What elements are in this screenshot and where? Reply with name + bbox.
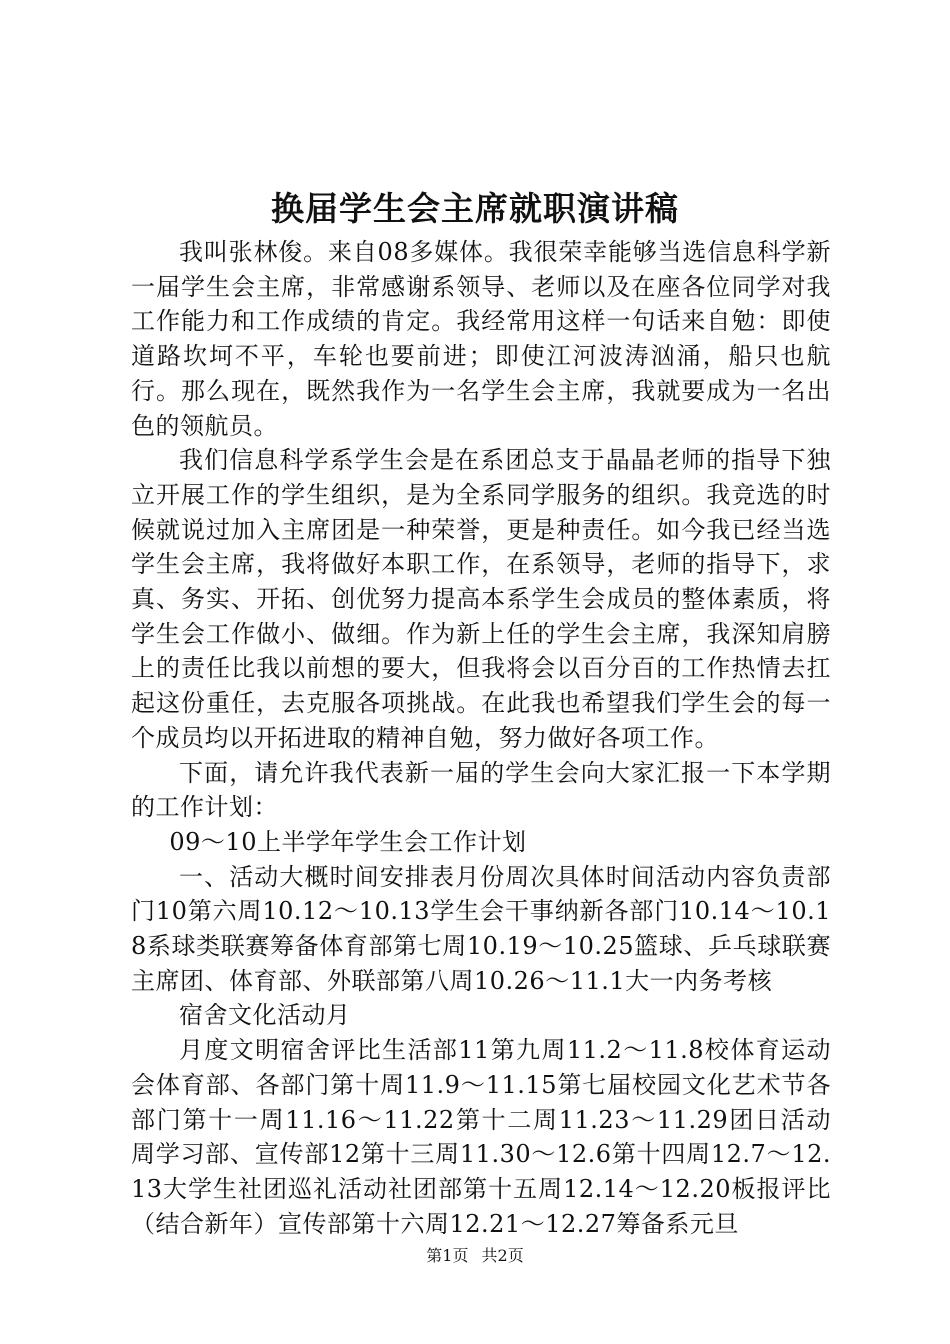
paragraph-plan-intro: 下面，请允许我代表新一届的学生会向大家汇报一下本学期的工作计划：	[131, 758, 831, 822]
paragraph-dorm-culture: 宿舍文化活动月	[179, 1001, 351, 1030]
paragraph-schedule-part-1: 一、活动大概时间安排表月份周次具体时间活动内容负责部门10第六周10.12～10.13学生会干事纳新各部门10.14～10.18系球类联赛筹备体育部第七周10.19～10.25篮球、乒乓球联赛主席团、体育部、外联部第八周10.26～11.1大一内务考核	[131, 862, 831, 995]
paragraph-student-union: 我们信息科学系学生会是在系团总支于晶晶老师的指导下独立开展工作的学生组织，是为全系同学服务的组织。我竞选的时候就说过加入主席团是一种荣誉，更是种责任。如今我已经当选学生会主席，我将做好本职工作，在系领导，老师的指导下，求真、务实、开拓、创优努力提高本系学生会成员的整体素质，将学生会工作做小、做细。作为新上任的学生会主席，我深知肩膀上的责任比我以前想的要大，但我将会以百分百的工作热情去扛起这份重任，去克服各项挑战。在此我也希望我们学生会的每一个成员均以开拓进取的精神自勉，努力做好各项工作。	[131, 446, 831, 752]
paragraph-plan-heading: 09～10上半学年学生会工作计划	[169, 827, 527, 856]
page-number: 第1页	[426, 1246, 469, 1265]
paragraph-intro: 我叫张林俊。来自08多媒体。我很荣幸能够当选信息科学新一届学生会主席，非常感谢系领导、老师以及在座各位同学对我工作能力和工作成绩的肯定。我经常用这样一句话来自勉：即使道路坎坷不平，车轮也要前进；即使江河波涛汹涌，船只也航行。那么现在，既然我作为一名学生会主席，我就要成为一名出色的领航员。	[131, 238, 831, 440]
page-footer	[0, 1244, 950, 1268]
document-title: 换届学生会主席就职演讲稿	[271, 189, 679, 228]
paragraph-schedule-part-2: 月度文明宿舍评比生活部11第九周11.2～11.8校体育运动会体育部、各部门第十周11.9～11.15第七届校园文化艺术节各部门第十一周11.16～11.22第十二周11.23～11.29团日活动周学习部、宣传部12第十三周11.30～12.6第十四周12.7～12.13大学生社团巡礼活动社团部第十五周12.14～12.20板报评比（结合新年）宣传部第十六周12.21～12.27筹备系元旦	[131, 1036, 831, 1238]
page-total: 共2页	[481, 1246, 524, 1265]
document-body	[131, 235, 831, 1241]
